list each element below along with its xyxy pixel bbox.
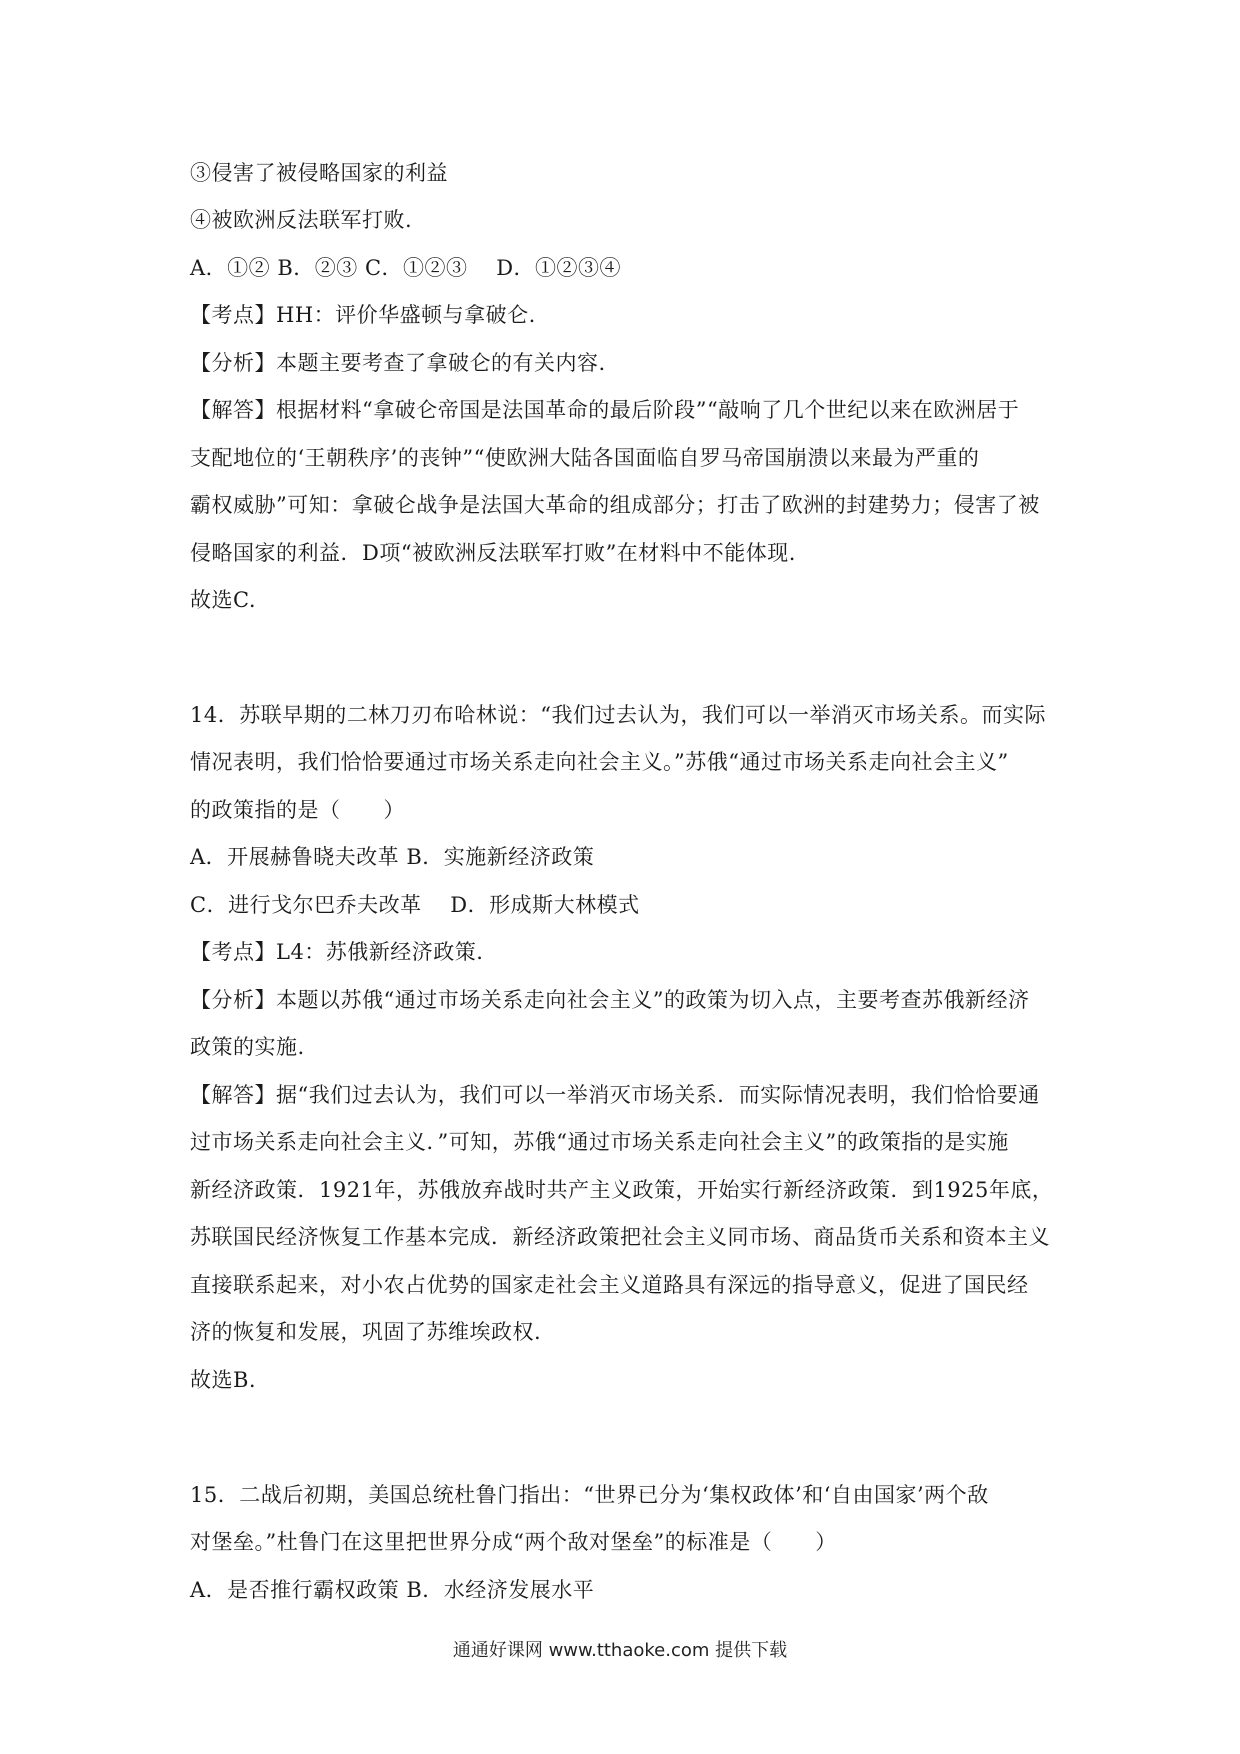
answer-line: 故选C. xyxy=(190,588,256,612)
fenxi-line: 【分析】本题以苏俄“通过市场关系走向社会主义”的政策为切入点，主要考查苏俄新经济 xyxy=(190,988,1030,1012)
jieda-line: 【解答】根据材料“拿破仑帝国是法国革命的最后阶段”“敲响了几个世纪以来在欧洲居于 xyxy=(190,398,1020,422)
answer-choices: C．进行戈尔巴乔夫改革 D．形成斯大林模式 xyxy=(190,893,640,917)
jieda-line: 新经济政策．1921年，苏俄放弃战时共产主义政策，开始实行新经济政策．到1925年底， xyxy=(190,1178,1054,1202)
jieda-line: 苏联国民经济恢复工作基本完成．新经济政策把社会主义同市场、商品货币关系和资本主义 xyxy=(190,1225,1050,1249)
jieda-line: 过市场关系走向社会主义．”可知，苏俄“通过市场关系走向社会主义”的政策指的是实施 xyxy=(190,1130,1009,1154)
answer-choices: A．开展赫鲁晓夫改革 B．实施新经济政策 xyxy=(190,845,595,869)
jieda-line: 济的恢复和发展，巩固了苏维埃政权. xyxy=(190,1320,542,1344)
fenxi-line: 政策的实施. xyxy=(190,1035,305,1059)
answer-line: 故选B. xyxy=(190,1368,257,1392)
answer-choices: A．①② B．②③ C．①②③ D．①②③④ xyxy=(190,256,622,280)
jieda-line: 侵略国家的利益．D项“被欧洲反法联军打败”在材料中不能体现. xyxy=(190,541,796,565)
fenxi-line: 【分析】本题主要考查了拿破仑的有关内容. xyxy=(190,351,606,375)
question-14-stem: 情况表明，我们恰恰要通过市场关系走向社会主义。”苏俄“通过市场关系走向社会主义” xyxy=(190,750,1009,774)
question-14-stem: 的政策指的是（ ） xyxy=(190,798,405,822)
option-line: ④被欧洲反法联军打败. xyxy=(190,208,413,232)
option-line: ③侵害了被侵略国家的利益 xyxy=(190,161,448,185)
page-footer: 通通好课网 www.tthaoke.com 提供下载 xyxy=(452,1640,788,1661)
kaodian-line: 【考点】L4：苏俄新经济政策. xyxy=(190,940,484,964)
question-15-stem: 15．二战后初期，美国总统杜鲁门指出：“世界已分为‘集权政体’和‘自由国家’两个敌 xyxy=(190,1483,989,1507)
jieda-line: 支配地位的‘王朝秩序’的丧钟”“使欧洲大陆各国面临自罗马帝国崩溃以来最为严重的 xyxy=(190,446,980,470)
answer-choices: A．是否推行霸权政策 B．水经济发展水平 xyxy=(190,1578,595,1602)
kaodian-line: 【考点】HH：评价华盛顿与拿破仑. xyxy=(190,303,536,327)
question-14-stem: 14．苏联早期的二林刀刃布哈林说：“我们过去认为，我们可以一举消灭市场关系。而实际 xyxy=(190,703,1046,727)
question-15-stem: 对堡垒。”杜鲁门在这里把世界分成“两个敌对堡垒”的标准是（ ） xyxy=(190,1530,837,1554)
jieda-line: 霸权威胁”可知：拿破仑战争是法国大革命的组成部分；打击了欧洲的封建势力；侵害了被 xyxy=(190,493,1040,517)
jieda-line: 【解答】据“我们过去认为，我们可以一举消灭市场关系．而实际情况表明，我们恰恰要通 xyxy=(190,1083,1040,1107)
jieda-line: 直接联系起来，对小农占优势的国家走社会主义道路具有深远的指导意义，促进了国民经 xyxy=(190,1273,1029,1297)
